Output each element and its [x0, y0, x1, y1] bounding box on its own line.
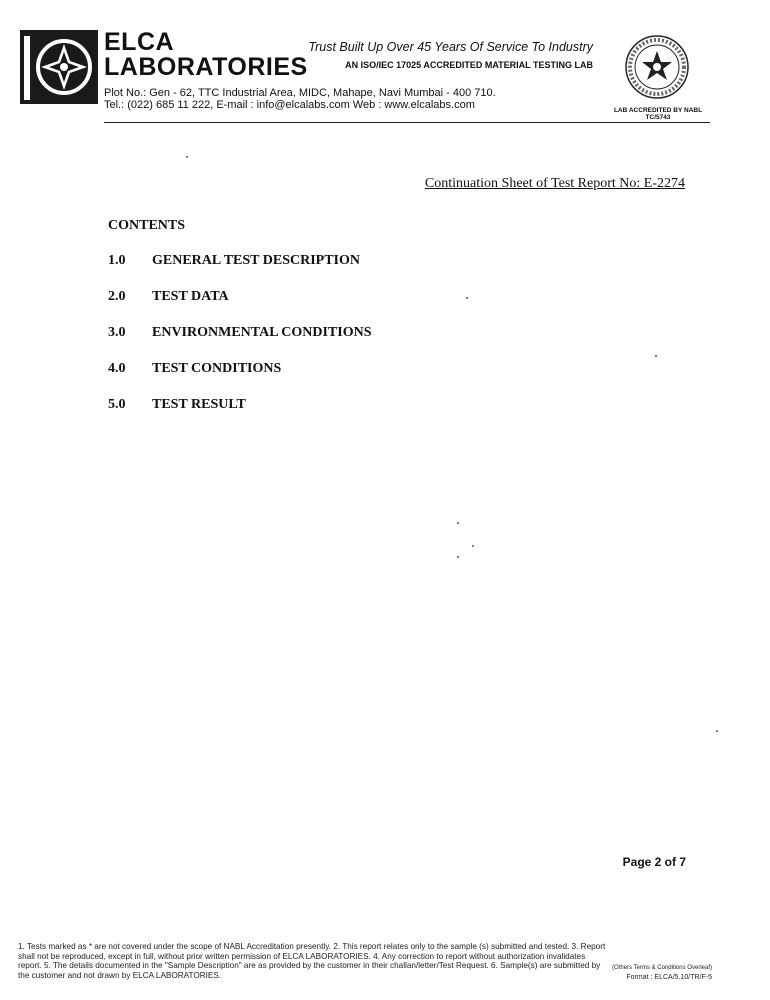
scan-speck — [655, 355, 657, 357]
nabl-line-1: LAB ACCREDITED BY NABL — [613, 107, 703, 114]
toc-number: 4.0 — [108, 361, 126, 376]
continuation-sheet-title: Continuation Sheet of Test Report No: E-2274 — [424, 176, 685, 191]
company-name — [104, 30, 308, 80]
scan-speck — [472, 545, 474, 547]
scan-speck — [466, 297, 468, 299]
toc-label: TEST DATA — [152, 289, 229, 304]
toc-number: 5.0 — [108, 397, 126, 412]
toc-label: TEST RESULT — [152, 397, 246, 412]
page-indicator: Page 2 of 7 — [622, 855, 686, 869]
terms-note: (Others Terms & Conditions Overleaf) — [612, 965, 712, 971]
accreditation-statement: AN ISO/IEC 17025 ACCREDITED MATERIAL TESTING LAB — [345, 60, 593, 70]
toc-label: TEST CONDITIONS — [152, 361, 282, 376]
company-name-line2: LABORATORIES — [104, 53, 308, 81]
company-address — [104, 87, 496, 111]
toc-number: 1.0 — [108, 253, 126, 268]
company-name-line1: ELCA — [104, 28, 175, 56]
nabl-line-2: TC/5743 — [645, 114, 671, 121]
nabl-seal-icon — [624, 34, 690, 100]
elca-logo-icon — [20, 30, 98, 104]
scan-speck — [186, 156, 188, 158]
toc-number: 2.0 — [108, 289, 126, 304]
scan-speck — [457, 522, 459, 524]
format-code: Format : ELCA/5.10/TR/F-5 — [626, 974, 712, 981]
footer-notes: 1. Tests marked as * are not covered under the scope of NABL Accreditation presently. 2. This report relates only to the sample (s) submitted and tested. 3. Report shall not be reproduced, except in full, without prior written permission of ELCA LABORATORIES. 4. Any correction to report without authorization invalidates report. 5. The details documented in the "Sample Description" are as provided by the customer in their challan/letter/Test Request. 6. Sample(s) are submitted by the customer and not drawn by ELCA LABORATORIES. — [18, 942, 606, 980]
nabl-accreditation-text — [606, 107, 710, 121]
toc-number: 3.0 — [108, 325, 126, 340]
company-tagline: Trust Built Up Over 45 Years Of Service To Industry — [308, 40, 593, 54]
toc-label: ENVIRONMENTAL CONDITIONS — [152, 325, 372, 340]
toc-label: GENERAL TEST DESCRIPTION — [152, 253, 360, 268]
address-line-2: Tel.: (022) 685 11 222, E-mail : info@elcalabs.com Web : www.elcalabs.com — [104, 99, 475, 111]
address-line-1: Plot No.: Gen - 62, TTC Industrial Area, MIDC, Mahape, Navi Mumbai - 400 710. — [104, 87, 496, 99]
contents-heading: CONTENTS — [108, 218, 186, 233]
header-divider — [104, 122, 710, 123]
scan-speck — [716, 730, 718, 732]
scan-speck — [457, 556, 459, 558]
